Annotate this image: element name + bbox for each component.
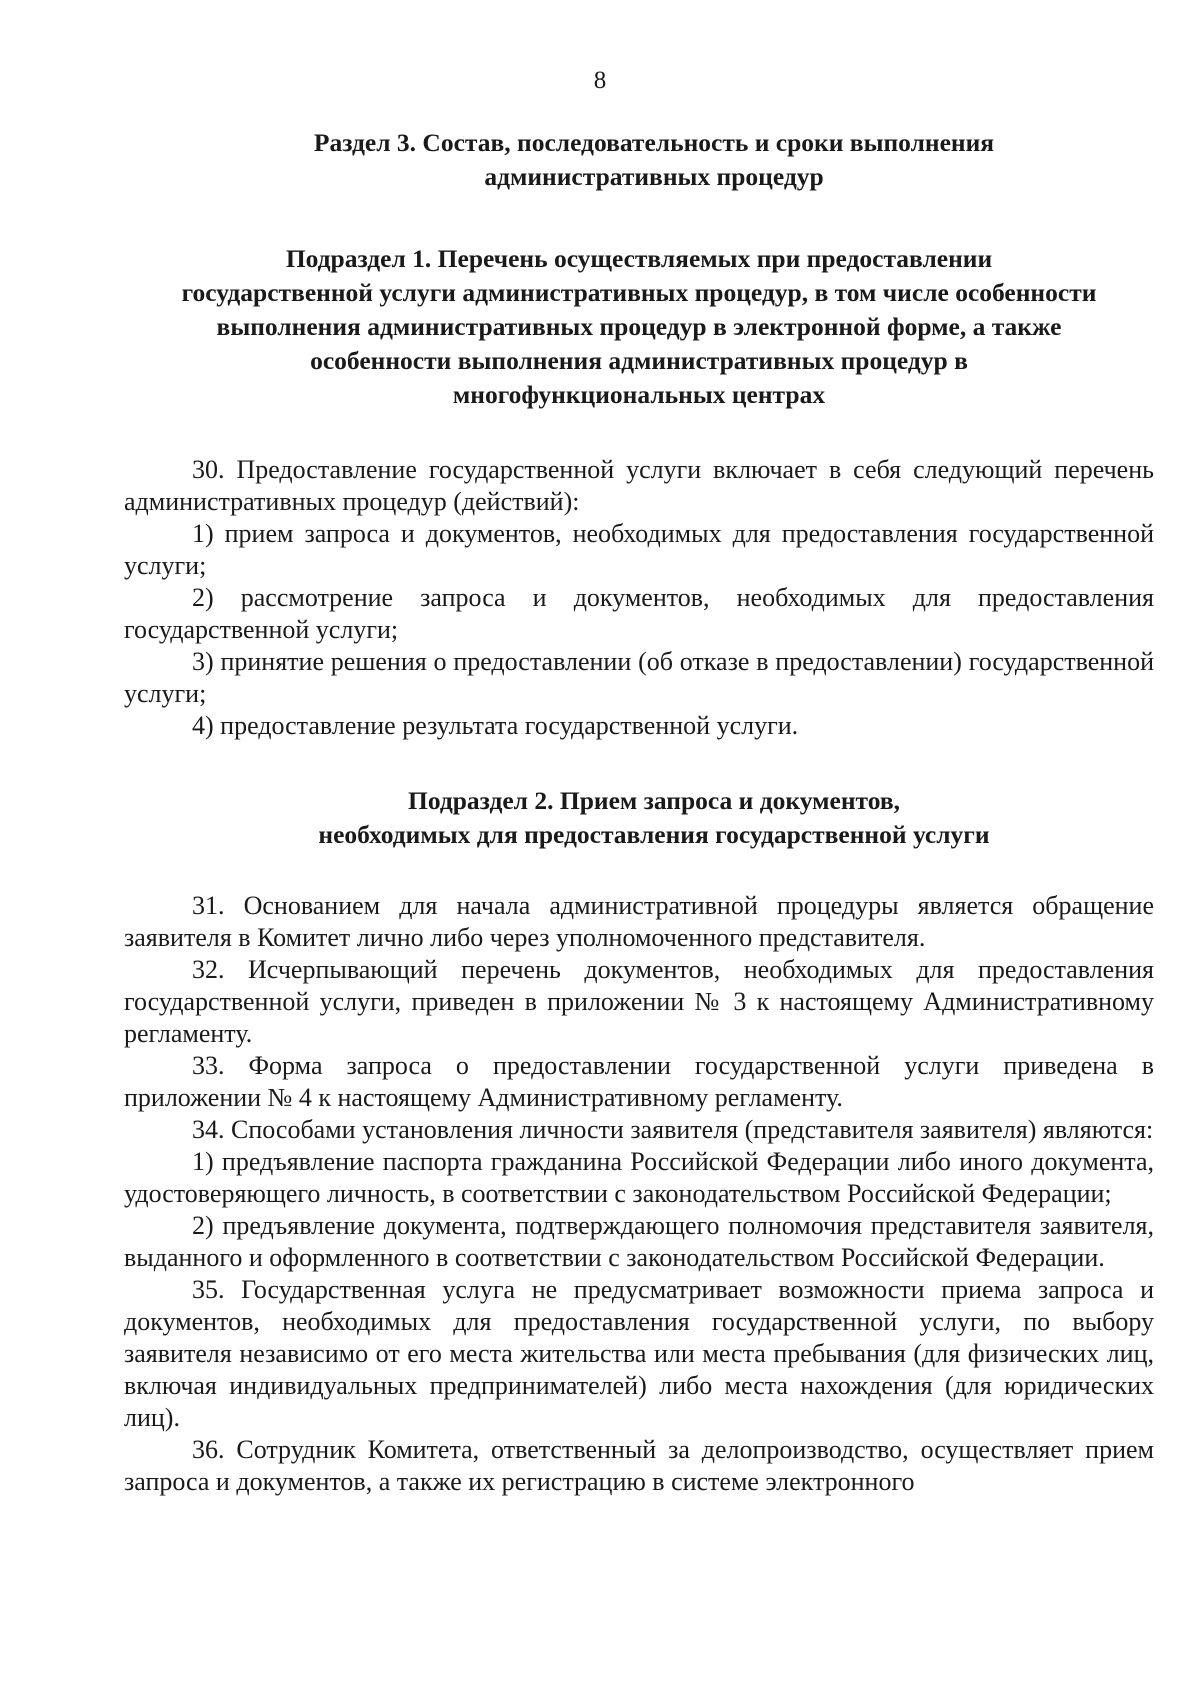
subsection-2-body <box>124 890 1154 1498</box>
subsection-2-title-line: Подраздел 2. Прием запроса и документов, <box>408 786 900 815</box>
list-item-2: 2) рассмотрение запроса и документов, необходимых для предоставления государственной услуги; <box>124 583 1154 644</box>
paragraph-36: 36. Сотрудник Комитета, ответственный за делопроизводство, осуществляет прием запроса и документов, а также их регистрацию в системе электронного <box>124 1435 1154 1496</box>
section-title-line: Раздел 3. Состав, последовательность и сроки выполнения <box>313 128 995 157</box>
subsection-1-title-line: особенности выполнения административных процедур в <box>310 346 968 375</box>
subsection-1-title <box>124 242 1154 412</box>
subsection-1-title-line: многофункциональных центрах <box>452 380 826 409</box>
subsection-1-body <box>124 454 1154 742</box>
paragraph-31: 31. Основанием для начала административной процедуры является обращение заявителя в Комитет лично либо через уполномоченного представителя. <box>124 891 1154 952</box>
paragraph-30: 30. Предоставление государственной услуги включает в себя следующий перечень административных процедур (действий): <box>124 455 1154 516</box>
subsection-2-title <box>154 784 1154 852</box>
paragraph-34-item-1: 1) предъявление паспорта гражданина Российской Федерации либо иного документа, удостоверяющего личность, в соответствии с законодательством Российской Федерации; <box>124 1147 1154 1208</box>
document-body <box>124 126 1154 1498</box>
subsection-1-title-line: государственной услуги административных процедур, в том числе особенности <box>181 278 1097 307</box>
subsection-1-title-line: выполнения административных процедур в электронной форме, а также <box>216 312 1062 341</box>
subsection-1-title-line: Подраздел 1. Перечень осуществляемых при предоставлении <box>285 244 993 273</box>
paragraph-32: 32. Исчерпывающий перечень документов, необходимых для предоставления государственной услуги, приведен в приложении № 3 к настоящему Административному регламенту. <box>124 955 1154 1048</box>
paragraph-33: 33. Форма запроса о предоставлении государственной услуги приведена в приложении № 4 к настоящему Административному регламенту. <box>124 1051 1154 1112</box>
section-title <box>154 126 1154 194</box>
paragraph-34-item-2: 2) предъявление документа, подтверждающего полномочия представителя заявителя, выданного и оформленного в соответствии с законодательством Российской Федерации. <box>124 1211 1154 1272</box>
list-item-1: 1) прием запроса и документов, необходимых для предоставления государственной услуги; <box>124 519 1154 580</box>
list-item-3: 3) принятие решения о предоставлении (об отказе в предоставлении) государственной услуги; <box>124 647 1154 708</box>
paragraph-35: 35. Государственная услуга не предусматривает возможности приема запроса и документов, необходимых для предоставления государственной услуги, по выбору заявителя независимо от его места жительства или места пребывания (для физических лиц, включая индивидуальных предпринимателей) либо места нахождения (для юридических лиц). <box>124 1275 1154 1432</box>
subsection-2-title-line: необходимых для предоставления государственной услуги <box>318 820 990 849</box>
paragraph-34: 34. Способами установления личности заявителя (представителя заявителя) являются: <box>192 1115 1154 1144</box>
list-item-4: 4) предоставление результата государственной услуги. <box>192 711 799 740</box>
section-title-line: административных процедур <box>484 162 824 191</box>
page-number: 8 <box>593 67 607 94</box>
